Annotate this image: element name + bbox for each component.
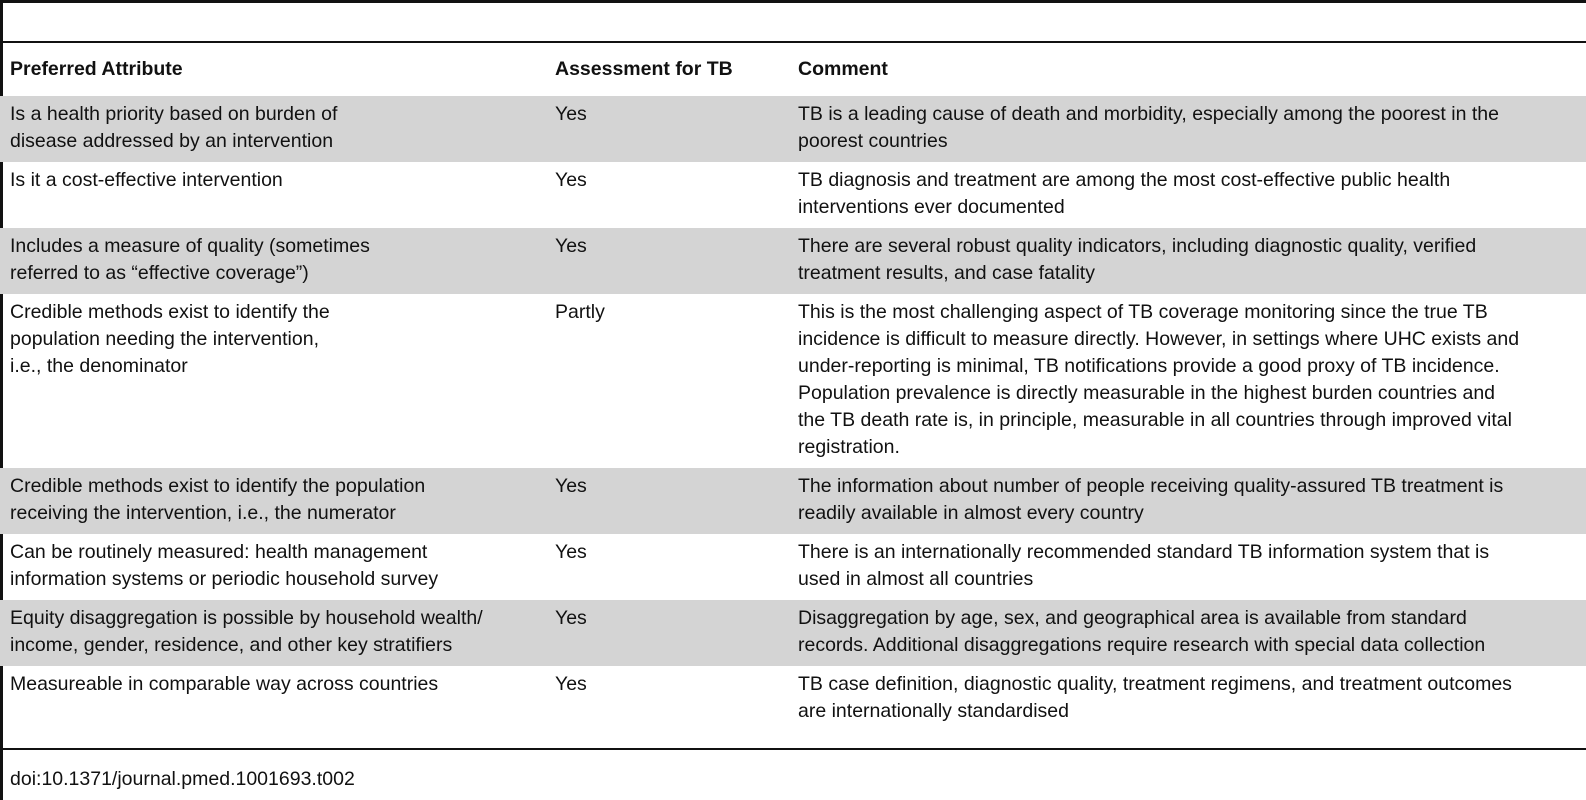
table-row	[0, 600, 1586, 666]
attribute-text-line: Measureable in comparable way across countries	[10, 673, 439, 695]
comment-text-line: TB diagnosis and treatment are among the most cost-effective public health	[798, 169, 1451, 191]
comment-text-line: used in almost all countries	[798, 568, 1034, 590]
comment-text-line: There is an internationally recommended standard TB information system that is	[798, 541, 1490, 563]
cell-comment	[787, 671, 1586, 725]
attribute-text-line: Is a health priority based on burden of	[10, 103, 338, 125]
cell-comment	[787, 473, 1586, 527]
attribute-text-line: Can be routinely measured: health management	[10, 541, 428, 563]
cell-comment	[787, 233, 1586, 287]
cell-assessment: Yes	[555, 103, 587, 125]
comment-text-line: are internationally standardised	[798, 700, 1070, 722]
header-preferred-attribute: Preferred Attribute	[10, 58, 183, 80]
comment-text-line: records. Additional disaggregations require research with special data collection	[798, 634, 1486, 656]
comment-text-line: This is the most challenging aspect of TB coverage monitoring since the true TB	[798, 301, 1488, 323]
comment-text-line: There are several robust quality indicators, including diagnostic quality, verified	[798, 235, 1477, 257]
cell-comment	[787, 539, 1586, 593]
cell-assessment: Yes	[555, 475, 587, 497]
cell-assessment: Partly	[555, 301, 605, 323]
cell-assessment: Yes	[555, 673, 587, 695]
comment-text-line: under-reporting is minimal, TB notifications provide a good proxy of TB incidence.	[798, 355, 1500, 377]
attribute-text-line: Credible methods exist to identify the population	[10, 475, 426, 497]
attribute-text-line: Credible methods exist to identify the	[10, 301, 330, 323]
attribute-text-line: income, gender, residence, and other key stratifiers	[10, 634, 453, 656]
table-body	[0, 96, 1586, 732]
table-row	[0, 162, 1586, 228]
table-row	[0, 96, 1586, 162]
cell-comment	[787, 299, 1586, 461]
attribute-text-line: referred to as “effective coverage”)	[10, 262, 309, 284]
cell-preferred-attribute	[0, 299, 551, 461]
comment-text-line: the TB death rate is, in principle, measurable in all countries through improved vital	[798, 409, 1512, 431]
header-assessment: Assessment for TB	[555, 58, 733, 80]
comment-text-line: incidence is difficult to measure directly. However, in settings where UHC exists and	[798, 328, 1520, 350]
comment-text-line: Disaggregation by age, sex, and geographical area is available from standard	[798, 607, 1467, 629]
cell-preferred-attribute	[0, 167, 551, 221]
cell-preferred-attribute	[0, 473, 551, 527]
header-comment: Comment	[798, 58, 888, 80]
table-row	[0, 228, 1586, 294]
comment-text-line: poorest countries	[798, 130, 948, 152]
attribute-text-line: population needing the intervention,	[10, 328, 319, 350]
comment-text-line: interventions ever documented	[798, 196, 1065, 218]
comment-text-line: registration.	[798, 436, 900, 458]
attribute-text-line: information systems or periodic household survey	[10, 568, 439, 590]
cell-assessment: Yes	[555, 607, 587, 629]
comment-text-line: TB is a leading cause of death and morbidity, especially among the poorest in the	[798, 103, 1499, 125]
cell-comment	[787, 167, 1586, 221]
comment-text-line: TB case definition, diagnostic quality, treatment regimens, and treatment outcomes	[798, 673, 1512, 695]
attribute-text-line: Includes a measure of quality (sometimes	[10, 235, 370, 257]
cell-assessment: Yes	[555, 235, 587, 257]
assessment-table	[0, 43, 1586, 732]
table-header-row	[0, 43, 1586, 96]
attribute-text-line: Is it a cost-effective intervention	[10, 169, 283, 191]
attribute-text-line: i.e., the denominator	[10, 355, 188, 377]
cell-comment	[787, 605, 1586, 659]
cell-assessment: Yes	[555, 169, 587, 191]
cell-preferred-attribute	[0, 539, 551, 593]
cell-comment	[787, 101, 1586, 155]
comment-text-line: readily available in almost every country	[798, 502, 1144, 524]
table-row	[0, 534, 1586, 600]
table-row	[0, 294, 1586, 468]
doi-citation: doi:10.1371/journal.pmed.1001693.t002	[10, 768, 355, 790]
comment-text-line: Population prevalence is directly measurable in the highest burden countries and	[798, 382, 1496, 404]
comment-text-line: treatment results, and case fatality	[798, 262, 1095, 284]
attribute-text-line: Equity disaggregation is possible by household wealth/	[10, 607, 483, 629]
cell-assessment: Yes	[555, 541, 587, 563]
cell-preferred-attribute	[0, 101, 551, 155]
cell-preferred-attribute	[0, 671, 551, 725]
cell-preferred-attribute	[0, 233, 551, 287]
top-border-rule	[0, 0, 1586, 3]
table-row	[0, 666, 1586, 732]
attribute-text-line: disease addressed by an intervention	[10, 130, 334, 152]
comment-text-line: The information about number of people receiving quality-assured TB treatment is	[798, 475, 1504, 497]
cell-preferred-attribute	[0, 605, 551, 659]
table-row	[0, 468, 1586, 534]
attribute-text-line: receiving the intervention, i.e., the numerator	[10, 502, 396, 524]
table-bottom-rule	[0, 748, 1586, 750]
